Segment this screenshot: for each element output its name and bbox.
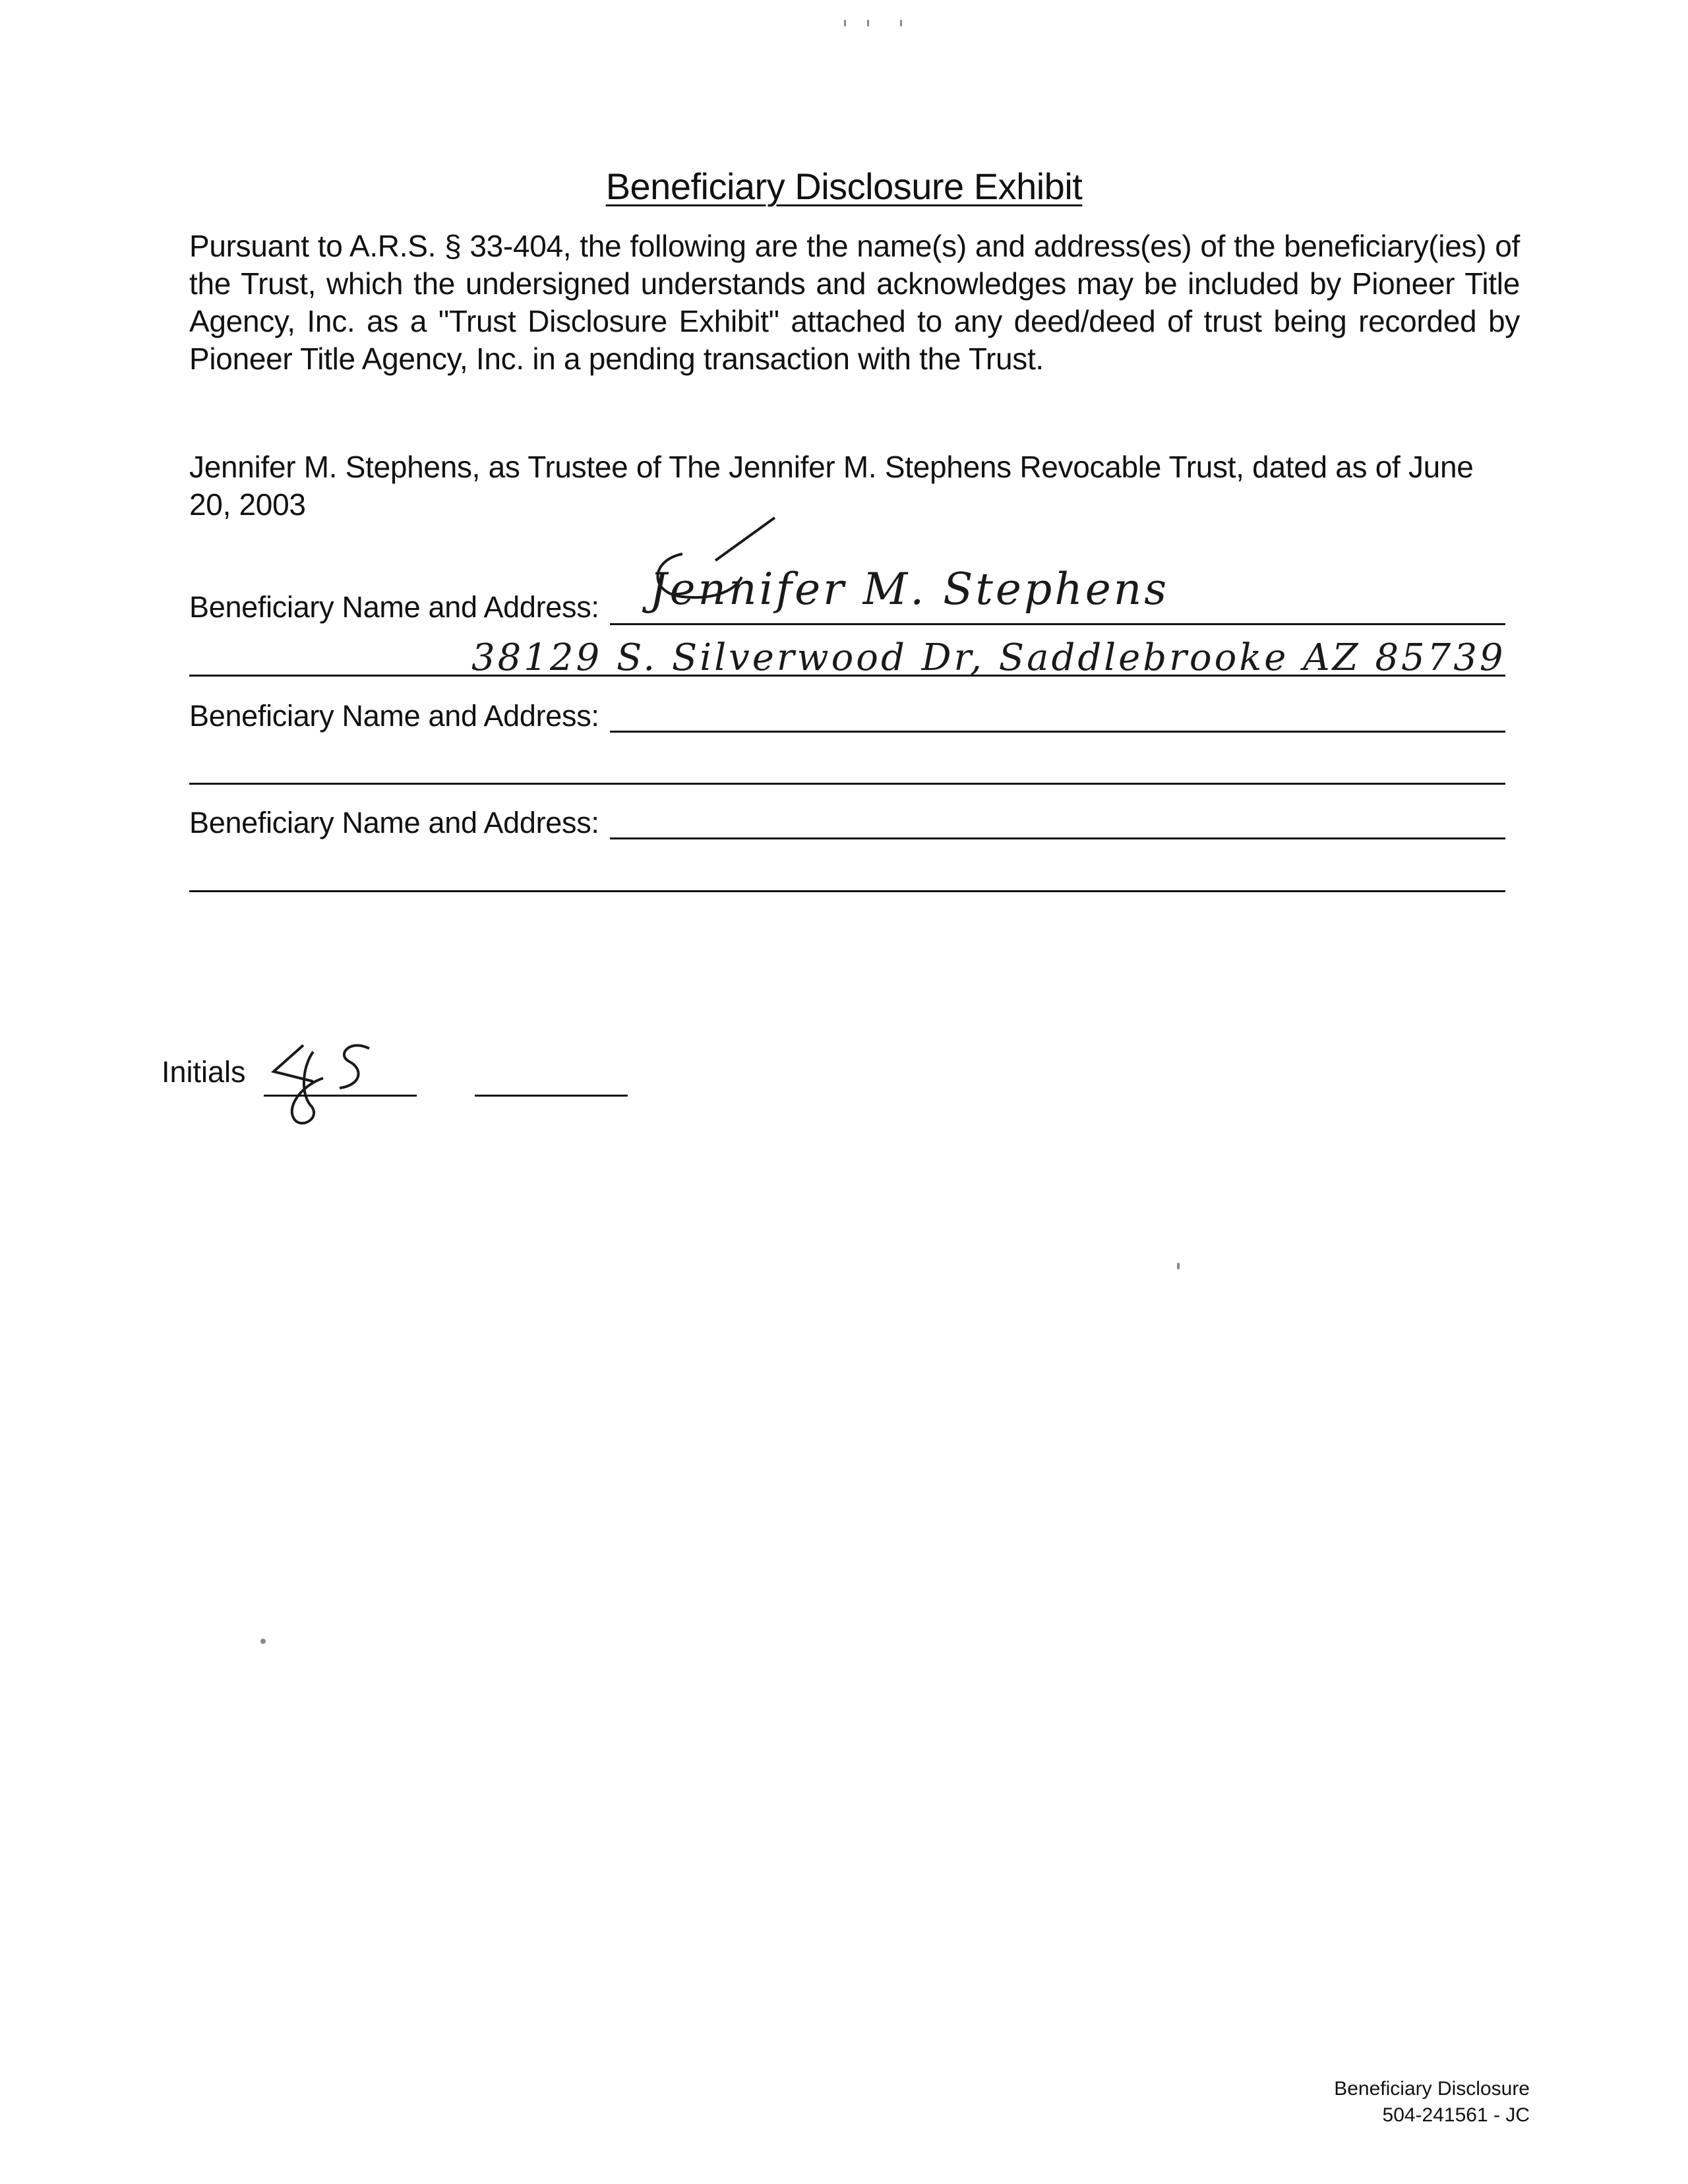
beneficiary-3-address-line[interactable]	[189, 890, 1505, 892]
initials-signature-drawing	[264, 1039, 389, 1138]
initials-line-1[interactable]	[264, 1095, 417, 1097]
signature-flourish	[643, 514, 788, 613]
beneficiary-3-label: Beneficiary Name and Address:	[189, 806, 599, 839]
beneficiary-1-name-handwritten: Jennifer M. Stephens	[649, 564, 1170, 615]
initials-label: Initials	[162, 1055, 246, 1089]
beneficiary-1-label: Beneficiary Name and Address:	[189, 590, 599, 624]
intro-paragraph: Pursuant to A.R.S. § 33-404, the following are the name(s) and address(es) of the beneficiary(ies) of the Trust, which the undersigned understands and acknowledges may be included by Pioneer Title Agency, Inc. as a "Trust Disclosure Exhibit" attached to any deed/deed of trust being recorded by Pioneer Title Agency, Inc. in a pending transaction with the Trust.	[189, 229, 1520, 376]
footer-line-2: 504-241561 - JC	[1382, 2104, 1530, 2126]
beneficiary-3-name-line[interactable]	[610, 837, 1505, 839]
scan-speck	[867, 20, 869, 26]
footer	[1334, 2076, 1530, 2129]
initials-line-2[interactable]	[475, 1095, 628, 1097]
document-title: Beneficiary Disclosure Exhibit	[605, 166, 1083, 207]
scan-speck	[844, 20, 846, 26]
footer-line-1: Beneficiary Disclosure	[1334, 2078, 1530, 2100]
beneficiary-2-address-line[interactable]	[189, 783, 1505, 785]
beneficiary-2-label: Beneficiary Name and Address:	[189, 699, 599, 733]
beneficiary-1-name-line[interactable]	[610, 623, 1505, 625]
scan-speck	[900, 20, 902, 26]
scan-speck	[1177, 1263, 1180, 1269]
beneficiary-2-name-line[interactable]	[610, 731, 1505, 733]
beneficiary-1-address-handwritten: 38129 S. Silverwood Dr, Saddlebrooke AZ 85739	[471, 636, 1506, 679]
trustee-statement: Jennifer M. Stephens, as Trustee of The Jennifer M. Stephens Revocable Trust, dated as of June 20, 2003	[189, 450, 1474, 522]
scan-speck	[260, 1639, 266, 1644]
